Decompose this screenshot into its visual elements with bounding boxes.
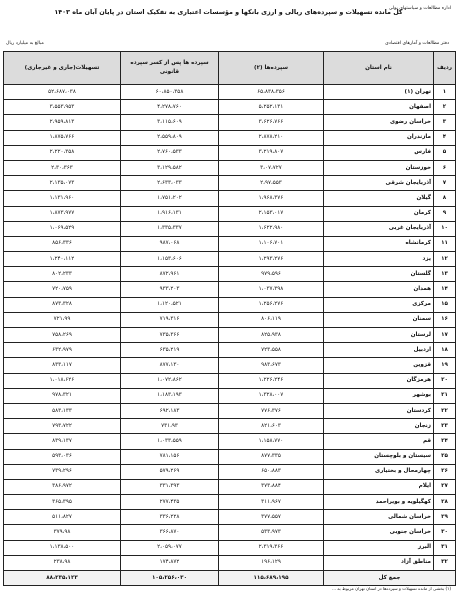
deposits-cell: ۸۰۶،۱۱۹ (219, 312, 324, 327)
row-number: ۲۸ (434, 495, 456, 510)
table-row (4, 464, 456, 479)
table-row (4, 434, 456, 449)
footnote: (۱) بخشی از مانده تسهیلات و سپرده‌ها در استان تهران مربوط به ... (331, 586, 451, 591)
province-name: بوشهر (324, 388, 434, 403)
row-number: ۱۸ (434, 343, 456, 358)
col-deposits-net: سپرده ها پس از کسر سپرده قانونی (121, 52, 219, 85)
table-row (4, 85, 456, 100)
deposits-cell: ۳،۲۱۹،۸۰۷ (219, 145, 324, 160)
deposits-cell: ۳۱۱،۹۶۷ (219, 495, 324, 510)
total-deposits-net: ۱۰۵،۲۵۶،۰۳۰ (121, 571, 219, 586)
row-number: ۲۹ (434, 510, 456, 525)
row-number: ۸ (434, 191, 456, 206)
row-number: ۲۳ (434, 419, 456, 434)
deposits-net-cell: ۱،۱۵۳،۶۰۶ (121, 252, 219, 267)
deposits-net-cell: ۲،۰۵۹،۰۷۷ (121, 540, 219, 555)
facilities-cell: ۱،۱۳۱،۹۶۰ (4, 191, 121, 206)
table-row (4, 510, 456, 525)
table-row (4, 555, 456, 570)
row-number: ۱۲ (434, 252, 456, 267)
row-number: ۲۱ (434, 388, 456, 403)
province-name: فارس (324, 145, 434, 160)
deposits-cell: ۳۷۳،۸۸۴ (219, 479, 324, 494)
table-row (4, 100, 456, 115)
facilities-cell: ۸۵۶،۳۳۶ (4, 236, 121, 251)
province-name: کردستان (324, 403, 434, 418)
deposits-cell: ۷۲۳،۵۵۸ (219, 343, 324, 358)
deposits-net-cell: ۷۳۱،۹۳ (121, 419, 219, 434)
deposits-cell: ۱،۳۲۸،۰۰۷ (219, 388, 324, 403)
table-row (4, 160, 456, 175)
deposits-net-cell: ۶۹۲،۱۸۳ (121, 403, 219, 418)
table-row (4, 267, 456, 282)
facilities-cell: ۱،۱۳۸،۵۰۰ (4, 540, 121, 555)
row-number: ۱۳ (434, 267, 456, 282)
deposits-cell: ۱،۹۶۸،۳۷۶ (219, 191, 324, 206)
facilities-cell: ۸۰۲،۲۳۳ (4, 267, 121, 282)
facilities-cell: ۲،۹۵۹،۸۱۳ (4, 115, 121, 130)
table-row (4, 479, 456, 494)
deposits-cell: ۷۷۶،۳۷۶ (219, 403, 324, 418)
row-number: ۱۹ (434, 358, 456, 373)
deposits-cell: ۱،۱۵۸،۷۷۰ (219, 434, 324, 449)
facilities-cell: ۵۲،۶۸۷،۰۳۸ (4, 85, 121, 100)
row-number: ۷ (434, 176, 456, 191)
deposits-cell: ۱،۲۹۳،۲۷۶ (219, 252, 324, 267)
row-number: ۶ (434, 160, 456, 175)
table-row (4, 328, 456, 343)
unit-label: مبالغ به میلیارد ریال (6, 41, 44, 46)
province-name: اردبیل (324, 343, 434, 358)
facilities-cell: ۵۱۱،۸۲۷ (4, 510, 121, 525)
deposits-net-cell: ۶۳۵،۲۱۹ (121, 343, 219, 358)
facilities-cell: ۵۹۳،۰۳۶ (4, 449, 121, 464)
deposits-cell: ۵،۲۵۲،۱۳۱ (219, 100, 324, 115)
province-name: قم (324, 434, 434, 449)
facilities-cell: ۱،۸۷۳،۹۷۷ (4, 206, 121, 221)
table-header-row (4, 52, 456, 85)
deposits-net-cell: ۲۷۷،۴۳۵ (121, 495, 219, 510)
row-number: ۳ (434, 115, 456, 130)
table-row (4, 130, 456, 145)
table-row (4, 495, 456, 510)
deposits-net-cell: ۲،۵۵۹،۸۰۹ (121, 130, 219, 145)
facilities-cell: ۵۸۳،۱۳۳ (4, 403, 121, 418)
facilities-cell: ۳۷۹،۹۸ (4, 525, 121, 540)
deposits-cell: ۲،۱۵۳،۰۱۷ (219, 206, 324, 221)
row-number: ۱۶ (434, 312, 456, 327)
row-number: ۴ (434, 130, 456, 145)
deposits-net-cell: ۱،۱۸۳،۱۹۳ (121, 388, 219, 403)
deposits-cell: ۱،۲۲۶،۲۴۶ (219, 373, 324, 388)
facilities-cell: ۷۹۳،۷۲۲ (4, 419, 121, 434)
col-row: ردیف (434, 52, 456, 85)
deposits-net-cell: ۱،۷۵۱،۲۰۲ (121, 191, 219, 206)
deposits-net-cell: ۳،۱۱۵،۶۰۹ (121, 115, 219, 130)
table-row (4, 252, 456, 267)
total-label: جمع کل (324, 571, 456, 586)
table-row (4, 312, 456, 327)
table-row (4, 540, 456, 555)
deposits-net-cell: ۷۱۹،۳۱۶ (121, 312, 219, 327)
facilities-cell: ۸۳۹،۱۳۷ (4, 434, 121, 449)
deposits-cell: ۵۳۳،۹۷۳ (219, 525, 324, 540)
province-name: چهارمحال و بختیاری (324, 464, 434, 479)
province-name: کرمان (324, 206, 434, 221)
table-row (4, 282, 456, 297)
province-name: ایلام (324, 479, 434, 494)
deposits-cell: ۱،۲۵۶،۲۷۶ (219, 297, 324, 312)
deposits-net-cell: ۶۰،۸۵۰،۳۵۸ (121, 85, 219, 100)
deposits-net-cell: ۵۷۹،۲۶۹ (121, 464, 219, 479)
col-province: نام استان (324, 52, 434, 85)
facilities-cell: ۹۷۸،۳۲۱ (4, 388, 121, 403)
row-number: ۱۰ (434, 221, 456, 236)
facilities-cell: ۱،۰۶۹،۵۲۹ (4, 221, 121, 236)
deposits-net-cell: ۷۸۱،۱۵۶ (121, 449, 219, 464)
table-row (4, 388, 456, 403)
table-row (4, 236, 456, 251)
total-deposits: ۱۱۵،۶۸۹،۱۹۵ (219, 571, 324, 586)
deposits-cell: ۲،۳۱۹،۳۶۶ (219, 540, 324, 555)
table-row (4, 403, 456, 418)
row-number: ۲۵ (434, 449, 456, 464)
deposits-net-cell: ۱۷۴،۸۷۲ (121, 555, 219, 570)
province-name: البرز (324, 540, 434, 555)
deposits-cell: ۳۷۷،۵۵۷ (219, 510, 324, 525)
deposits-net-cell: ۳۶۶،۸۷۰ (121, 525, 219, 540)
province-name: خوزستان (324, 160, 434, 175)
total-facilities: ۸۸،۲۳۵،۱۲۳ (4, 571, 121, 586)
table-row (4, 297, 456, 312)
row-number: ۱ (434, 85, 456, 100)
row-number: ۳۰ (434, 525, 456, 540)
province-name: سیستان و بلوچستان (324, 449, 434, 464)
deposits-cell: ۲،۹۷،۵۵۳ (219, 176, 324, 191)
facilities-cell: ۲،۱۳۵،۰۷۳ (4, 176, 121, 191)
province-name: خراسان شمالی (324, 510, 434, 525)
deposits-cell: ۳،۶۲۶،۷۶۶ (219, 115, 324, 130)
row-number: ۱۷ (434, 328, 456, 343)
facilities-cell: ۱،۰۱۸،۶۲۶ (4, 373, 121, 388)
deposits-net-cell: ۹۸۷،۰۶۸ (121, 236, 219, 251)
deposits-net-cell: ۸۷۷،۱۳۰ (121, 358, 219, 373)
dept-label: دفتر مطالعات و آمارهای اقتصادی (385, 41, 449, 46)
facilities-cell: ۷۳۹،۲۹۶ (4, 464, 121, 479)
facilities-cell: ۸۷۳،۳۲۸ (4, 297, 121, 312)
deposits-cell: ۹۸۳،۶۷۳ (219, 358, 324, 373)
deposits-net-cell: ۳،۱۲۹،۵۸۲ (121, 160, 219, 175)
province-table (3, 51, 456, 586)
row-number: ۱۱ (434, 236, 456, 251)
province-name: مازندران (324, 130, 434, 145)
row-number: ۲۲ (434, 403, 456, 418)
row-number: ۲۴ (434, 434, 456, 449)
province-name: لرستان (324, 328, 434, 343)
deposits-net-cell: ۱،۹۱۶،۱۳۱ (121, 206, 219, 221)
deposits-net-cell: ۱،۳۳۵،۳۳۷ (121, 221, 219, 236)
table-row (4, 176, 456, 191)
row-number: ۹ (434, 206, 456, 221)
table-row (4, 221, 456, 236)
deposits-net-cell: ۱،۰۷۲،۸۶۲ (121, 373, 219, 388)
province-name: کرمانشاه (324, 236, 434, 251)
province-name: تهران (۱) (324, 85, 434, 100)
facilities-cell: ۱،۸۷۵،۷۶۶ (4, 130, 121, 145)
facilities-cell: ۲،۲۲۰،۳۵۸ (4, 145, 121, 160)
deposits-net-cell: ۹۳۳،۲۰۳ (121, 282, 219, 297)
deposits-cell: ۸۲۱،۶۰۳ (219, 419, 324, 434)
table-row (4, 191, 456, 206)
page-title: کل مانده تسهیلات و سپرده‌های ریالی و ارزی بانکها و مؤسسات اعتباری به تفکیک استان در پایان آبان ماه ۱۴۰۳ (54, 8, 403, 16)
province-name: گیلان (324, 191, 434, 206)
province-name: هرمزگان (324, 373, 434, 388)
facilities-cell: ۲۳۸،۹۸ (4, 555, 121, 570)
province-name: گلستان (324, 267, 434, 282)
col-deposits: سپرده‌ها (۲) (219, 52, 324, 85)
deposits-cell: ۸۷۷،۳۳۵ (219, 449, 324, 464)
facilities-cell: ۲،۳۰،۳۶۳ (4, 160, 121, 175)
deposits-cell: ۲،۸۷۸،۲۱۰ (219, 130, 324, 145)
table-row (4, 115, 456, 130)
province-name: خراسان رضوی (324, 115, 434, 130)
deposits-cell: ۱۹۶،۱۲۹ (219, 555, 324, 570)
deposits-cell: ۱،۱۰۶،۷۰۱ (219, 236, 324, 251)
province-name: سمنان (324, 312, 434, 327)
row-number: ۱۵ (434, 297, 456, 312)
deposits-cell: ۹۷۹،۵۹۶ (219, 267, 324, 282)
facilities-cell: ۳۶۵،۳۹۵ (4, 495, 121, 510)
province-name: خراسان جنوبی (324, 525, 434, 540)
deposits-cell: ۳،۰۷،۷۲۷ (219, 160, 324, 175)
facilities-cell: ۳۸۶،۹۷۲ (4, 479, 121, 494)
deposits-net-cell: ۱،۱۲۰،۵۲۱ (121, 297, 219, 312)
province-name: یزد (324, 252, 434, 267)
province-name: آذربایجان شرقی (324, 176, 434, 191)
facilities-cell: ۶۳۲،۹۷۹ (4, 343, 121, 358)
row-number: ۲۷ (434, 479, 456, 494)
deposits-net-cell: ۳۳۶،۲۲۸ (121, 510, 219, 525)
row-number: ۵ (434, 145, 456, 160)
deposits-cell: ۸۲۵،۹۳۸ (219, 328, 324, 343)
facilities-cell: ۷۲۰،۷۵۹ (4, 282, 121, 297)
facilities-cell: ۳،۵۵۳،۹۵۳ (4, 100, 121, 115)
province-name: قزوین (324, 358, 434, 373)
org-line: اداره مطالعات و سیاستهای پولی (388, 6, 451, 11)
province-name: کهگیلویه و بویراحمد (324, 495, 434, 510)
facilities-cell: ۱،۲۴۰،۱۱۲ (4, 252, 121, 267)
province-name: مرکزی (324, 297, 434, 312)
deposits-net-cell: ۴،۲۷۸،۷۶۰ (121, 100, 219, 115)
deposits-net-cell: ۱،۰۳۳،۵۵۹ (121, 434, 219, 449)
row-number: ۳۱ (434, 540, 456, 555)
table-row (4, 449, 456, 464)
deposits-cell: ۶۵۰،۸۸۳ (219, 464, 324, 479)
row-number: ۲ (434, 100, 456, 115)
deposits-net-cell: ۲،۷۶۰،۵۳۳ (121, 145, 219, 160)
table-row (4, 358, 456, 373)
province-name: اصفهان (324, 100, 434, 115)
deposits-net-cell: ۸۷۲،۹۶۱ (121, 267, 219, 282)
deposits-net-cell: ۲،۶۳۳،۰۳۳ (121, 176, 219, 191)
deposits-cell: ۶۵،۸۳۸،۳۵۶ (219, 85, 324, 100)
province-name: مناطق آزاد (324, 555, 434, 570)
facilities-cell: ۷۵۸،۲۶۹ (4, 328, 121, 343)
table-row (4, 206, 456, 221)
facilities-cell: ۸۳۳،۱۱۷ (4, 358, 121, 373)
province-name: همدان (324, 282, 434, 297)
deposits-net-cell: ۷۳۵،۳۶۶ (121, 328, 219, 343)
table-row (4, 373, 456, 388)
row-number: ۲۶ (434, 464, 456, 479)
table-row (4, 343, 456, 358)
col-facilities: تسهیلات(جاری و غیرجاری) (4, 52, 121, 85)
row-number: ۲۰ (434, 373, 456, 388)
table-row (4, 525, 456, 540)
total-row (4, 571, 456, 586)
province-name: زنجان (324, 419, 434, 434)
deposits-cell: ۱،۶۲۲،۹۸۰ (219, 221, 324, 236)
table-row (4, 145, 456, 160)
province-name: آذربایجان غربی (324, 221, 434, 236)
row-number: ۱۴ (434, 282, 456, 297)
row-number: ۳۲ (434, 555, 456, 570)
table-row (4, 419, 456, 434)
deposits-net-cell: ۳۳۱،۳۹۳ (121, 479, 219, 494)
facilities-cell: ۷۲۱،۹۹ (4, 312, 121, 327)
deposits-cell: ۱،۰۳۷،۳۹۸ (219, 282, 324, 297)
